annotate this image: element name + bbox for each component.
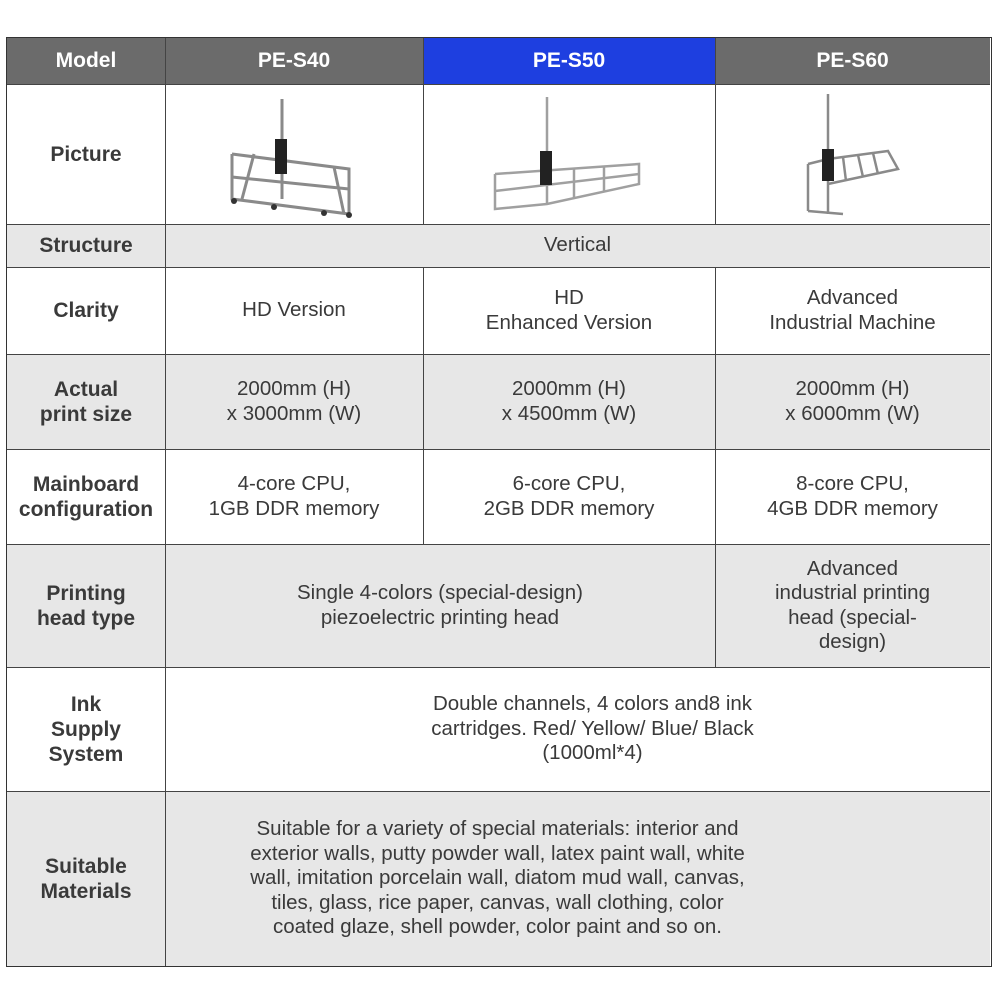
print-size-pe-s50: 2000mm (H) x 4500mm (W) [423, 354, 715, 449]
grid-line [165, 38, 166, 966]
row-label-clarity: Clarity [53, 299, 119, 322]
structure-value: Vertical [165, 224, 990, 267]
clarity-pe-s60: Advanced Industrial Machine [769, 286, 936, 334]
header-model-pe-s60: PE-S60 [715, 38, 990, 84]
grid-line [423, 267, 424, 544]
clarity-pe-s50: HD Enhanced Version [485, 286, 653, 334]
printing-head-shared: Single 4-colors (special-design) piezoelectric printing head [165, 544, 715, 667]
mainboard-pe-s40: 4-core CPU, 1GB DDR memory [208, 472, 380, 520]
row-label-print-size: Actual print size [7, 354, 165, 449]
row-label-printing-head: Printing head type [7, 544, 165, 667]
row-label-structure: Structure [7, 224, 165, 267]
row-label-picture: Picture [50, 142, 122, 166]
ink-supply-value: Double channels, 4 colors and8 ink cartridges. Red/ Yellow/ Blue/ Black (1000ml*4) [431, 692, 754, 765]
picture-pe-s40 [165, 84, 423, 224]
grid-line [715, 267, 716, 667]
header-model-pe-s40: PE-S40 [165, 38, 423, 84]
printer-pe-s50-icon [489, 89, 649, 219]
grid-line [7, 84, 990, 85]
grid-line [7, 267, 990, 268]
row-label-mainboard: Mainboard configuration [18, 472, 154, 521]
printer-pe-s60-icon [798, 89, 908, 219]
grid-line [423, 38, 424, 224]
row-label-materials: Suitable Materials [7, 791, 165, 966]
grid-line [715, 38, 716, 224]
mainboard-pe-s50: 6-core CPU, 2GB DDR memory [483, 472, 655, 520]
print-size-pe-s60: 2000mm (H) x 6000mm (W) [715, 354, 990, 449]
spec-table [6, 37, 992, 967]
mainboard-pe-s60: 8-core CPU, 4GB DDR memory [767, 472, 938, 520]
picture-pe-s50 [423, 84, 715, 224]
grid-line [7, 791, 990, 792]
grid-line [7, 224, 990, 225]
grid-line [7, 667, 990, 668]
picture-pe-s60 [715, 84, 990, 224]
grid-line [7, 544, 990, 545]
clarity-pe-s40: HD Version [242, 298, 346, 322]
row-label-ink-supply: Ink Supply System [48, 692, 124, 766]
header-model-pe-s50: PE-S50 [423, 38, 715, 84]
grid-line [7, 354, 990, 355]
print-size-pe-s40: 2000mm (H) x 3000mm (W) [165, 354, 423, 449]
printing-head-pe-s60: Advanced industrial printing head (special- design) [715, 544, 990, 667]
materials-value: Suitable for a variety of special materials: interior and exterior walls, putty powder wall, latex paint wall, white wall, imitation porcelain wall, diatom mud wall, canvas, tiles, glass, rice paper, canvas, wall clothing, color coated glaze, shell powder, color paint and so on. [165, 791, 990, 966]
header-model-label: Model [7, 38, 165, 84]
grid-line [7, 449, 990, 450]
printer-pe-s40-icon [224, 89, 364, 219]
